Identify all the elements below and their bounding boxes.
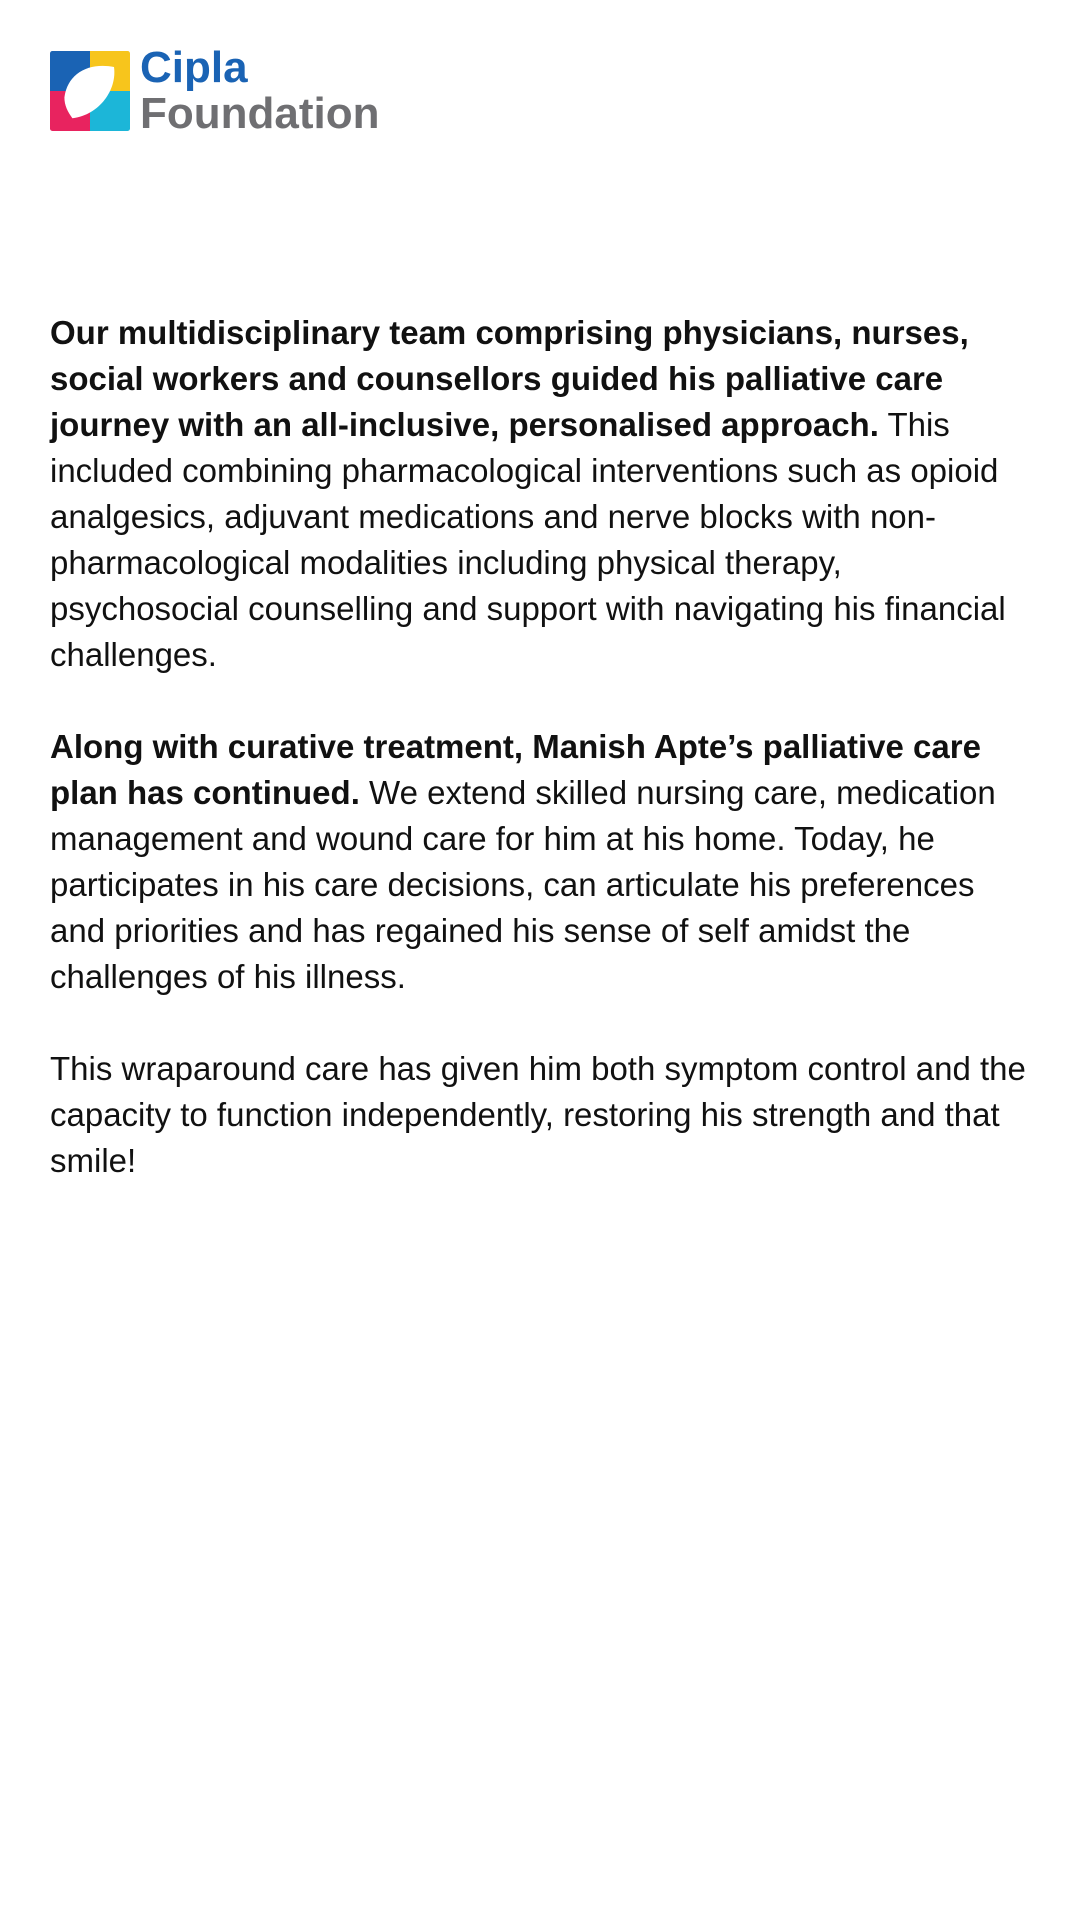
- paragraph-1-lead: Our multidisciplinary team comprising physicians, nurses, social workers and counsellors guided his palliative care journey with an all-inclusive, personalised approach.: [50, 314, 969, 443]
- header: [50, 43, 380, 138]
- paragraph-3-body: This wraparound care has given him both symptom control and the capacity to function independently, restoring his strength and that smile!: [50, 1050, 1026, 1179]
- story-text: [50, 310, 1035, 1230]
- logo-line-cipla: Cipla: [140, 43, 248, 92]
- cipla-foundation-logo-icon: [50, 51, 130, 131]
- paragraph-1-body: This included combining pharmacological interventions such as opioid analgesics, adjuvant medications and nerve blocks with non-pharmacological modalities including physical therapy, psychosocial counselling and support with navigating his financial challenges.: [50, 406, 1006, 673]
- paragraph-2: [50, 724, 1035, 1000]
- logo-wordmark: [140, 43, 380, 138]
- paragraph-1: [50, 310, 1035, 678]
- logo-line-foundation: Foundation: [140, 89, 380, 138]
- paragraph-3: [50, 1046, 1035, 1184]
- paragraph-2-body: We extend skilled nursing care, medication management and wound care for him at his home. Today, he participates in his care decisions, can articulate his preferences and priorities and has regained his sense of self amidst the challenges of his illness.: [50, 774, 996, 995]
- paragraph-2-lead: Along with curative treatment, Manish Apte’s palliative care plan has continued.: [50, 728, 981, 811]
